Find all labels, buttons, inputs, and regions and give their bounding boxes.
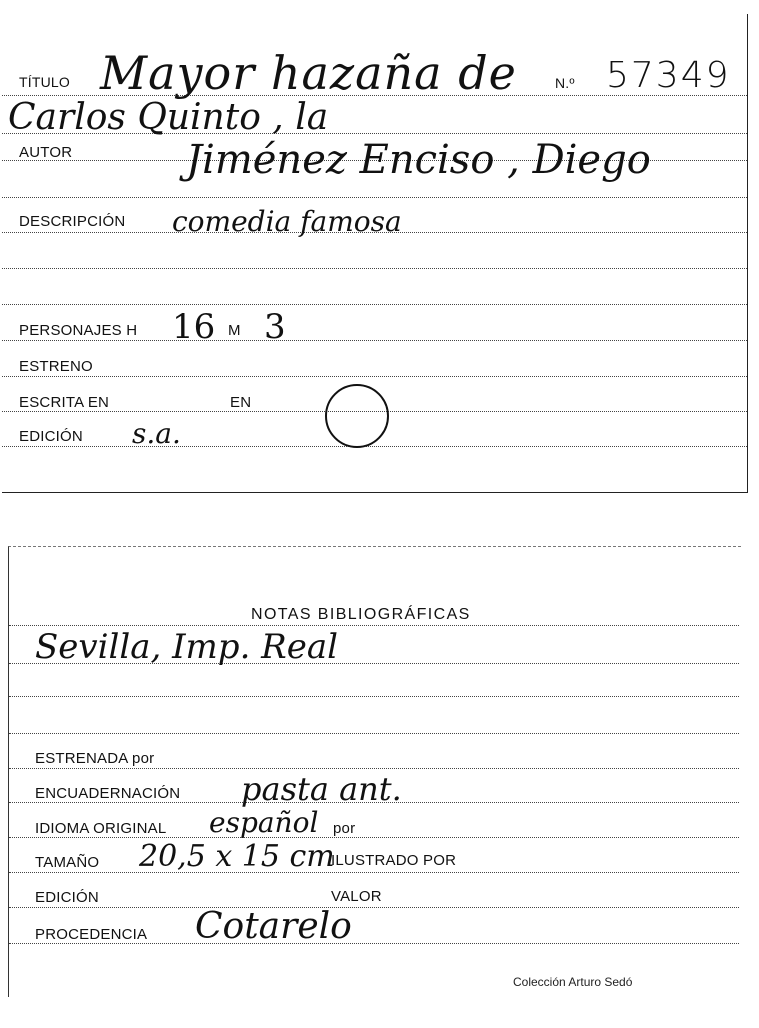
descripcion-label: DESCRIPCIÓN: [19, 213, 126, 230]
card-back: [8, 546, 741, 997]
escrita-label: ESCRITA EN: [19, 394, 110, 411]
rule-line: [9, 768, 739, 769]
edicion-value: s.a.: [132, 417, 181, 450]
personajes-m-label: M: [228, 322, 241, 339]
rule-line: [2, 340, 747, 341]
estreno-label: ESTRENO: [19, 358, 93, 375]
encuadernacion-label: ENCUADERNACIÓN: [35, 785, 181, 802]
notas-heading: NOTAS BIBLIOGRÁFICAS: [251, 606, 471, 623]
autor-value: Jiménez Enciso , Diego: [186, 137, 651, 183]
idioma-label: IDIOMA ORIGINAL: [35, 820, 167, 837]
encuadernacion-value: pasta ant.: [241, 770, 402, 808]
edicion-label: EDICIÓN: [19, 428, 83, 445]
rule-line: [9, 625, 739, 626]
numero-label: N.º: [555, 75, 575, 91]
personajes-label: PERSONAJES H: [19, 322, 138, 339]
rule-line: [9, 696, 739, 697]
ilustrado-label: ILUSTRADO POR: [331, 852, 457, 869]
rule-line: [9, 943, 739, 944]
titulo-label: TÍTULO: [19, 74, 70, 90]
notas-value: Sevilla, Imp. Real: [35, 627, 339, 667]
procedencia-label: PROCEDENCIA: [35, 926, 148, 943]
personajes-h-value: 16: [172, 307, 216, 347]
edicion-back-label: EDICIÓN: [35, 889, 99, 906]
coleccion-credit: Colección Arturo Sedó: [513, 975, 633, 989]
tamano-value: 20,5 x 15 cm: [139, 839, 335, 874]
rule-line: [9, 907, 739, 908]
idioma-por-label: por: [333, 820, 356, 837]
idioma-value: español: [209, 806, 319, 839]
stamp-circle: [325, 384, 389, 448]
card-front: [2, 14, 748, 493]
tamano-label: TAMAÑO: [35, 854, 100, 871]
rule-line: [9, 872, 739, 873]
estrenada-label: ESTRENADA por: [35, 750, 155, 767]
autor-label: AUTOR: [19, 144, 73, 161]
rule-line: [9, 733, 739, 734]
rule-line: [9, 837, 739, 838]
valor-label: VALOR: [331, 888, 382, 905]
rule-line: [2, 446, 747, 447]
titulo-value-line1: Mayor hazaña de: [100, 46, 517, 100]
procedencia-value: Cotarelo: [195, 906, 352, 947]
rule-line: [2, 197, 747, 198]
descripcion-value: comedia famosa: [172, 205, 402, 238]
titulo-value-line2: Carlos Quinto , la: [8, 97, 329, 138]
rule-line: [2, 304, 747, 305]
rule-line: [2, 268, 747, 269]
escrita-en-label: EN: [230, 394, 252, 411]
personajes-m-value: 3: [264, 307, 286, 347]
rule-line: [2, 376, 747, 377]
numero-value: 57349: [606, 55, 731, 96]
